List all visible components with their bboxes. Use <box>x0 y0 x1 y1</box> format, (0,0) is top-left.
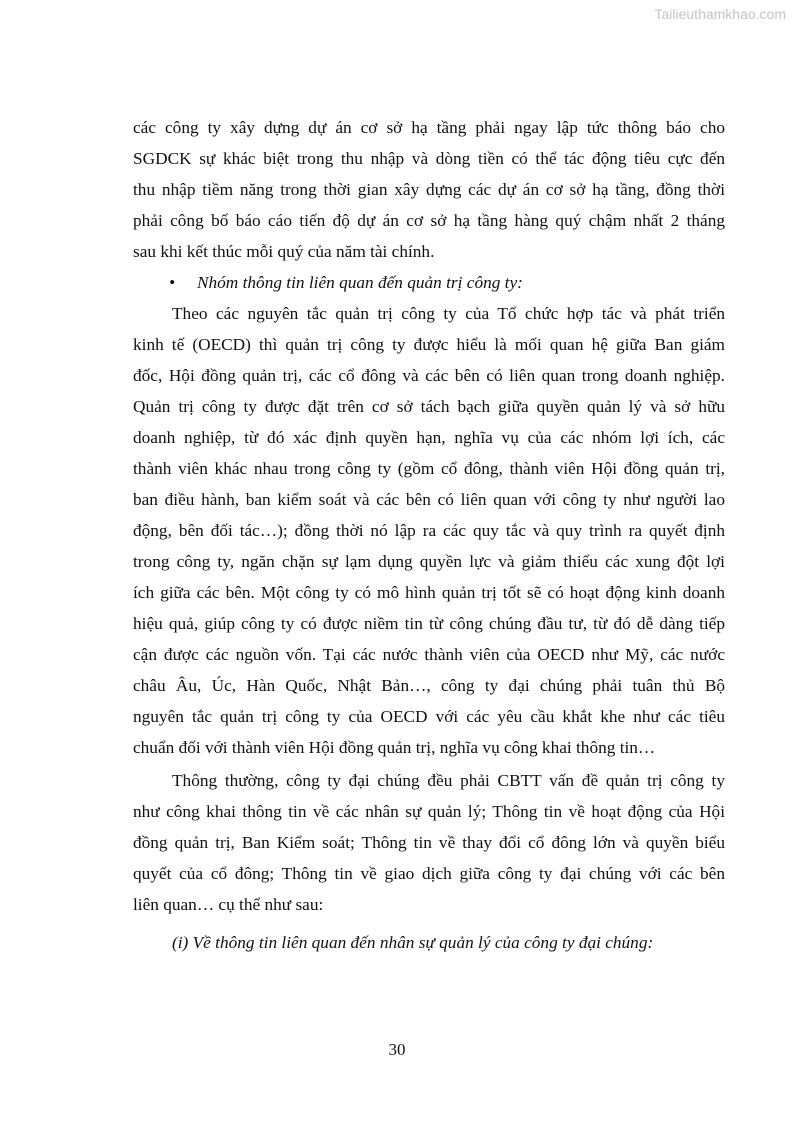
bullet-item <box>133 267 725 298</box>
text-line: Theo các nguyên tắc quản trị công ty của Tổ chức hợp tác và phát triển <box>172 304 725 323</box>
text-line: như công khai thông tin về các nhân sự quản lý; Thông tin về hoạt động của Hội <box>133 802 725 821</box>
text-line: trong công ty, ngăn chặn sự lạm dụng quyền lực và giảm thiểu các xung đột lợi <box>133 552 725 571</box>
text-line: thành viên khác nhau trong công ty (gồm cổ đông, thành viên Hội đồng quản trị, <box>133 459 725 478</box>
text-line: phải công bố báo cáo tiến độ dự án cơ sở hạ tầng hàng quý chậm nhất 2 tháng <box>133 211 725 230</box>
text-line: đốc, Hội đồng quản trị, các cổ đông và các bên có liên quan trong doanh nghiệp. <box>133 366 725 385</box>
bullet-icon: • <box>169 273 176 292</box>
text-line: SGDCK sự khác biệt trong thu nhập và dòng tiền có thể tác động tiêu cực đến <box>133 149 725 168</box>
text-line: thu nhập tiềm năng trong thời gian xây dựng các dự án cơ sở hạ tầng, đồng thời <box>133 180 725 199</box>
text-line: ban điều hành, ban kiểm soát và các bên có liên quan với công ty như người lao <box>133 490 725 509</box>
subheading-text: (i) Về thông tin liên quan đến nhân sự quản lý của công ty đại chúng: <box>172 933 654 952</box>
text-line: Quản trị công ty được đặt trên cơ sở tách bạch giữa quyền quản lý và sở hữu <box>133 397 725 416</box>
text-line: hiệu quả, giúp công ty có được niềm tin từ công chúng đầu tư, từ đó dễ dàng tiếp <box>133 614 725 633</box>
text-line: châu Âu, Úc, Hàn Quốc, Nhật Bản…, công ty đại chúng phải tuân thủ Bộ <box>133 676 725 695</box>
subheading <box>133 927 725 958</box>
text-line: các công ty xây dựng dự án cơ sở hạ tầng phải ngay lập tức thông báo cho <box>133 118 725 137</box>
text-line: ích giữa các bên. Một công ty có mô hình quản trị tốt sẽ có hoạt động kinh doanh <box>133 583 725 602</box>
text-line: đồng quản trị, Ban Kiểm soát; Thông tin về thay đổi cổ đông lớn và quyền biểu <box>133 833 725 852</box>
text-line: liên quan… cụ thể như sau: <box>133 895 324 914</box>
text-line: quyết của cổ đông; Thông tin về giao dịch giữa công ty đại chúng với các bên <box>133 864 725 883</box>
text-line: cận được các nguồn vốn. Tại các nước thành viên của OECD như Mỹ, các nước <box>133 645 725 664</box>
text-line: Thông thường, công ty đại chúng đều phải CBTT vấn đề quản trị công ty <box>172 771 725 790</box>
text-line: kinh tế (OECD) thì quản trị công ty được hiểu là mối quan hệ giữa Ban giám <box>133 335 725 354</box>
text-line: chuẩn đối với thành viên Hội đồng quản trị, nghĩa vụ công khai thông tin… <box>133 738 656 757</box>
paragraph-3 <box>133 765 725 920</box>
text-line: động, bên đối tác…); đồng thời nó lập ra các quy tắc và quy trình ra quyết định <box>133 521 725 540</box>
page-number: 30 <box>388 1040 406 1059</box>
text-line: nguyên tắc quản trị công ty của OECD với các yêu cầu khắt khe như các tiêu <box>133 707 725 726</box>
watermark: Tailieuthamkhao.com <box>654 6 786 22</box>
paragraph-2 <box>133 298 725 763</box>
bullet-text: Nhóm thông tin liên quan đến quản trị công ty: <box>197 273 523 292</box>
text-line: sau khi kết thúc mỗi quý của năm tài chính. <box>133 242 435 261</box>
paragraph-1 <box>133 112 725 267</box>
text-line: doanh nghiệp, từ đó xác định quyền hạn, nghĩa vụ của các nhóm lợi ích, các <box>133 428 725 447</box>
